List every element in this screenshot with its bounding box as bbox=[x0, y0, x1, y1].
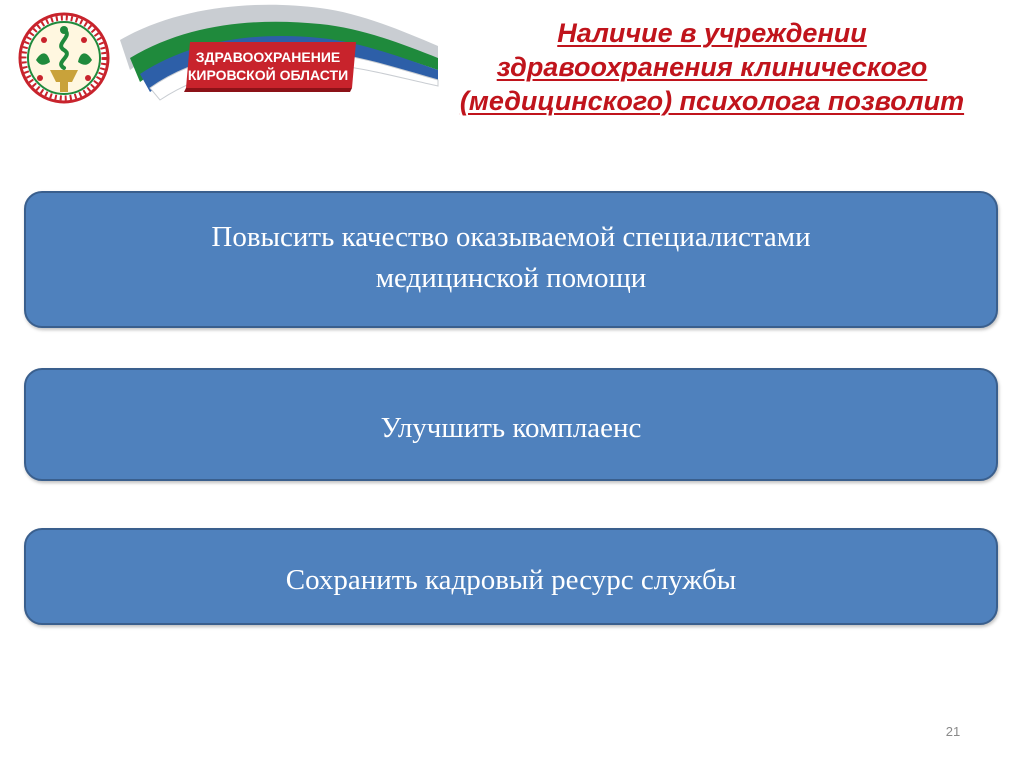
item-line: Повысить качество оказываемой специалистами bbox=[211, 221, 811, 253]
banner-line2: КИРОВСКОЙ ОБЛАСТИ bbox=[187, 67, 349, 83]
item-box-text bbox=[381, 408, 642, 449]
item-box-text bbox=[211, 217, 810, 299]
page-number: 21 bbox=[945, 724, 961, 739]
title-line1: Наличие в учреждении bbox=[557, 18, 867, 48]
title-line3: (медицинского) психолога позволит bbox=[459, 86, 965, 116]
item-box-quality bbox=[24, 191, 998, 328]
item-box-staff bbox=[24, 528, 998, 625]
banner-red bbox=[184, 42, 356, 92]
banner-line1: ЗДРАВООХРАНЕНИЕ bbox=[195, 49, 341, 65]
item-line: медицинской помощи bbox=[375, 262, 647, 294]
logo-header bbox=[0, 0, 440, 112]
item-line: Сохранить кадровый ресурс службы bbox=[285, 564, 737, 596]
item-line: Улучшить комплаенс bbox=[380, 412, 642, 444]
emblem-icon bbox=[20, 14, 108, 102]
item-box-compliance bbox=[24, 368, 998, 481]
item-box-text bbox=[286, 560, 736, 601]
slide-title bbox=[412, 16, 1012, 118]
title-line2: здравоохранения клинического bbox=[496, 52, 928, 82]
